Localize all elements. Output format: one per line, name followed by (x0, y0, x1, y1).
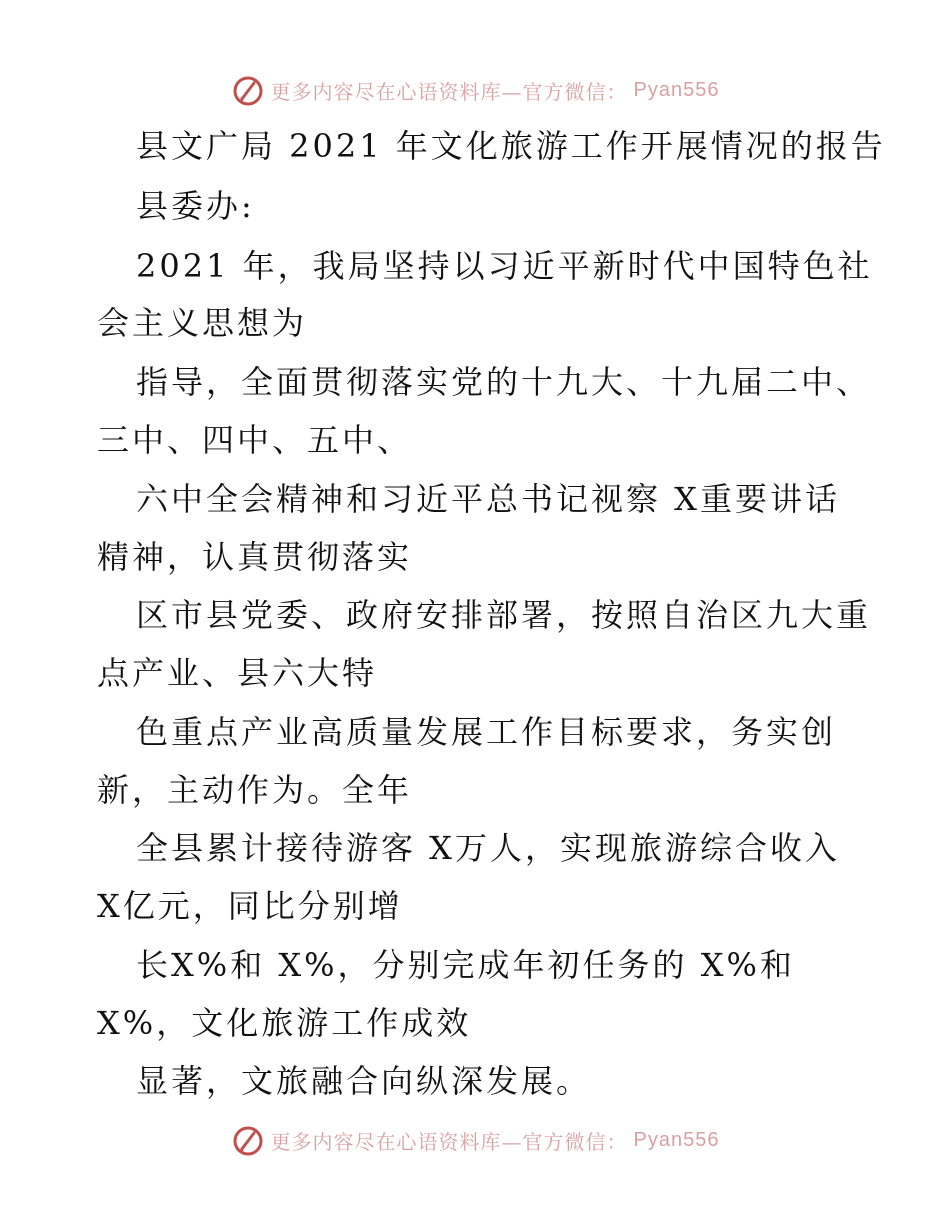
watermark-handle: Pyan556 (633, 78, 720, 101)
watermark-text: 更多内容尽在心语资料库—官方微信： (270, 79, 628, 104)
body-line: 2021 年，我局坚持以习近平新时代中国特色社 (136, 247, 873, 285)
body-line: 新，主动作为。全年 (97, 771, 413, 809)
body-line: 三中、四中、五中、 (97, 421, 413, 459)
watermark-handle: Pyan556 (633, 1128, 720, 1151)
quill-logo-icon (231, 1123, 265, 1157)
watermark-text: 更多内容尽在心语资料库—官方微信： (270, 1129, 628, 1154)
body-line: 六中全会精神和习近平总书记视察 X重要讲话 (136, 480, 840, 518)
document-title: 县文广局 2021 年文化旅游工作开展情况的报告 (136, 127, 886, 165)
body-line: 会主义思想为 (97, 304, 308, 342)
body-line: X%，文化旅游工作成效 (97, 1004, 472, 1042)
body-line: 色重点产业高质量发展工作目标要求，务实创 (136, 713, 837, 751)
body-line: 全县累计接待游客 X万人，实现旅游综合收入 (136, 829, 840, 867)
body-line: X亿元，同比分别增 (97, 887, 403, 925)
watermark-banner-bottom (0, 1120, 950, 1160)
salutation: 县委办: (136, 187, 255, 225)
body-line: 长X%和 X%，分别完成年初任务的 X%和 (136, 946, 795, 984)
body-line: 精神，认真贯彻落实 (97, 538, 413, 576)
body-line: 区市县党委、政府安排部署，按照自治区九大重 (136, 596, 872, 634)
body-line: 显著，文旅融合向纵深发展。 (136, 1062, 592, 1100)
body-line: 点产业、县六大特 (97, 654, 378, 692)
body-line: 指导，全面贯彻落实党的十九大、十九届二中、 (136, 363, 872, 401)
